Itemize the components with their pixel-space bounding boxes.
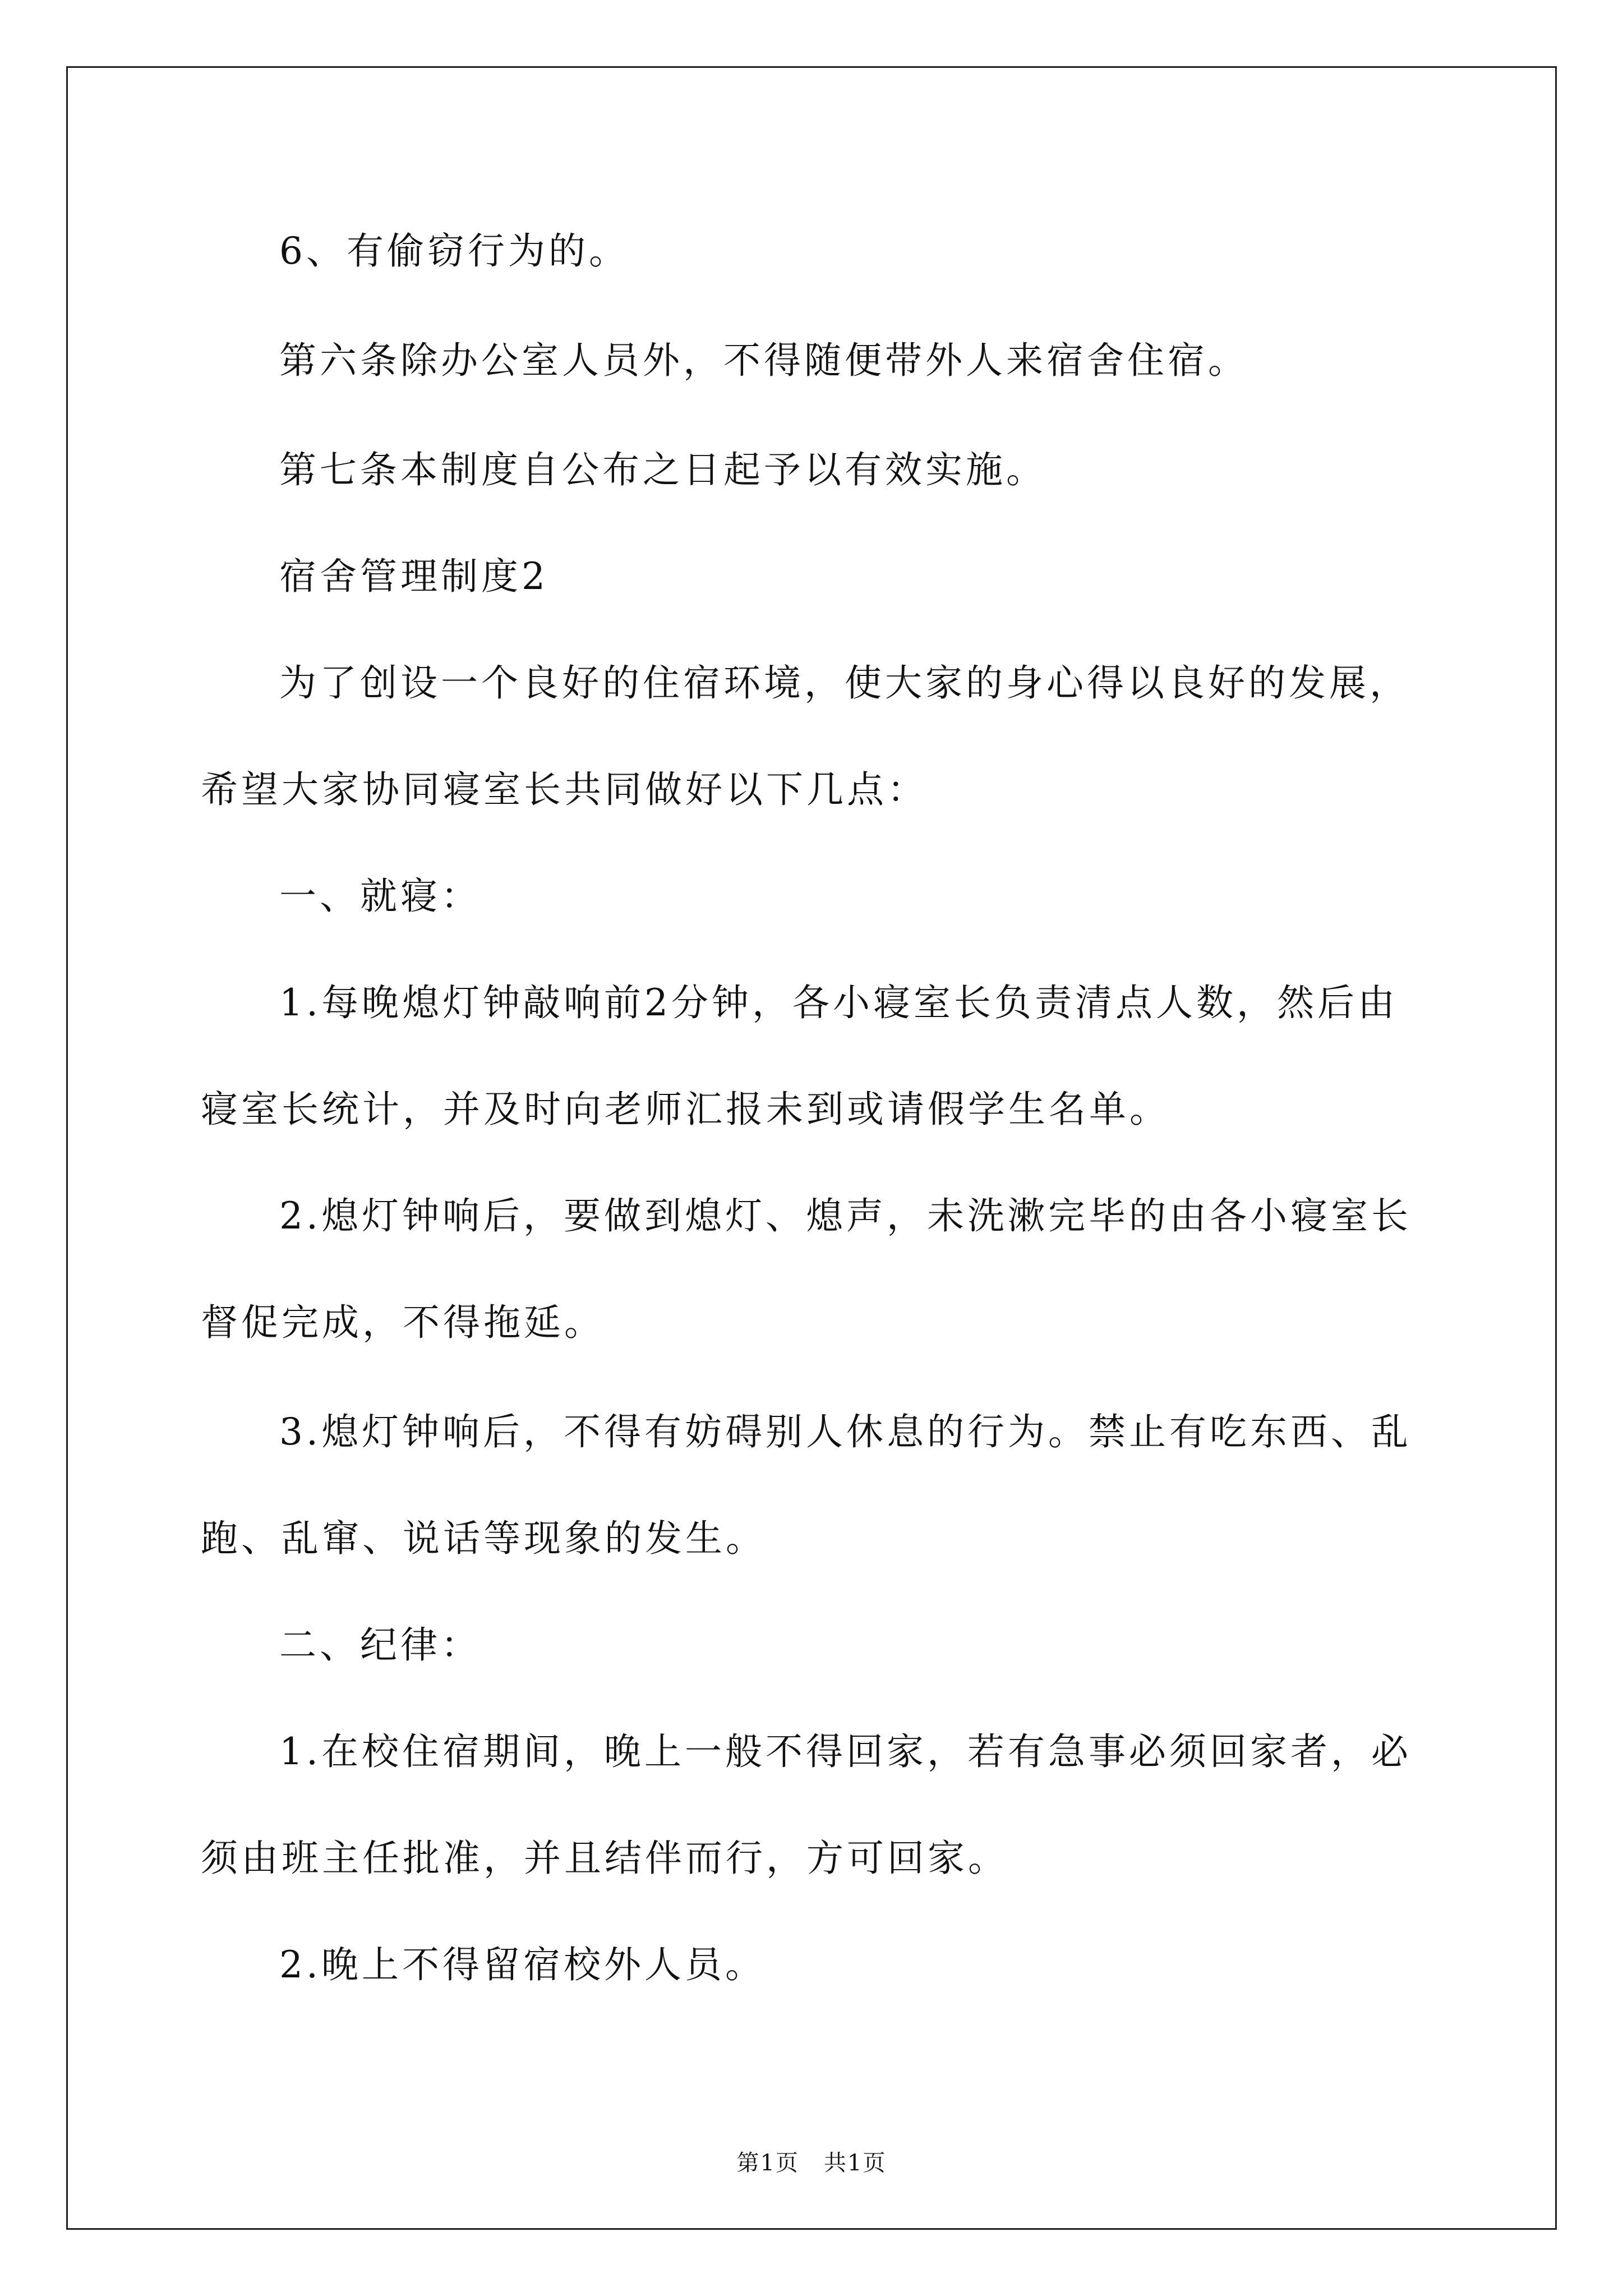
- discipline-item-1-line-2: 须由班主任批准，并且结伴而行，方可回家。: [201, 1837, 1008, 1880]
- sleep-item-3-line-1: 3.熄灯钟响后，不得有妨碍别人休息的行为。禁止有吃东西、乱: [279, 1410, 1412, 1453]
- discipline-item-1-line-1: 1.在校住宿期间，晚上一般不得回家，若有急事必须回家者，必: [279, 1730, 1412, 1773]
- paragraph-item-6: 6、有偷窃行为的。: [279, 229, 629, 273]
- sleep-item-2-line-1: 2.熄灯钟响后，要做到熄灯、熄声，未洗漱完毕的由各小寝室长: [279, 1194, 1412, 1237]
- sleep-item-3-line-2: 跑、乱窜、说话等现象的发生。: [201, 1517, 766, 1560]
- sleep-item-1-line-1: 1.每晚熄灯钟敲响前2分钟，各小寝室长负责清点人数，然后由: [279, 981, 1398, 1024]
- heading-sleep: 一、就寝：: [279, 875, 481, 918]
- article-7: 第七条本制度自公布之日起予以有效实施。: [279, 448, 1046, 491]
- sleep-item-2-line-2: 督促完成，不得拖延。: [201, 1301, 605, 1344]
- section-title: 宿舍管理制度2: [279, 555, 548, 598]
- heading-discipline: 二、纪律：: [279, 1623, 481, 1667]
- page-footer: 第1页 共1页: [736, 2150, 887, 2176]
- article-6: 第六条除办公室人员外，不得随便带外人来宿舍住宿。: [279, 339, 1248, 382]
- discipline-item-2: 2.晚上不得留宿校外人员。: [279, 1943, 766, 1986]
- intro-line-2: 希望大家协同寝室长共同做好以下几点：: [201, 768, 928, 811]
- page-border: [66, 66, 1557, 2230]
- intro-line-1: 为了创设一个良好的住宿环境，使大家的身心得以良好的发展，: [279, 661, 1410, 705]
- sleep-item-1-line-2: 寝室长统计，并及时向老师汇报未到或请假学生名单。: [201, 1088, 1170, 1131]
